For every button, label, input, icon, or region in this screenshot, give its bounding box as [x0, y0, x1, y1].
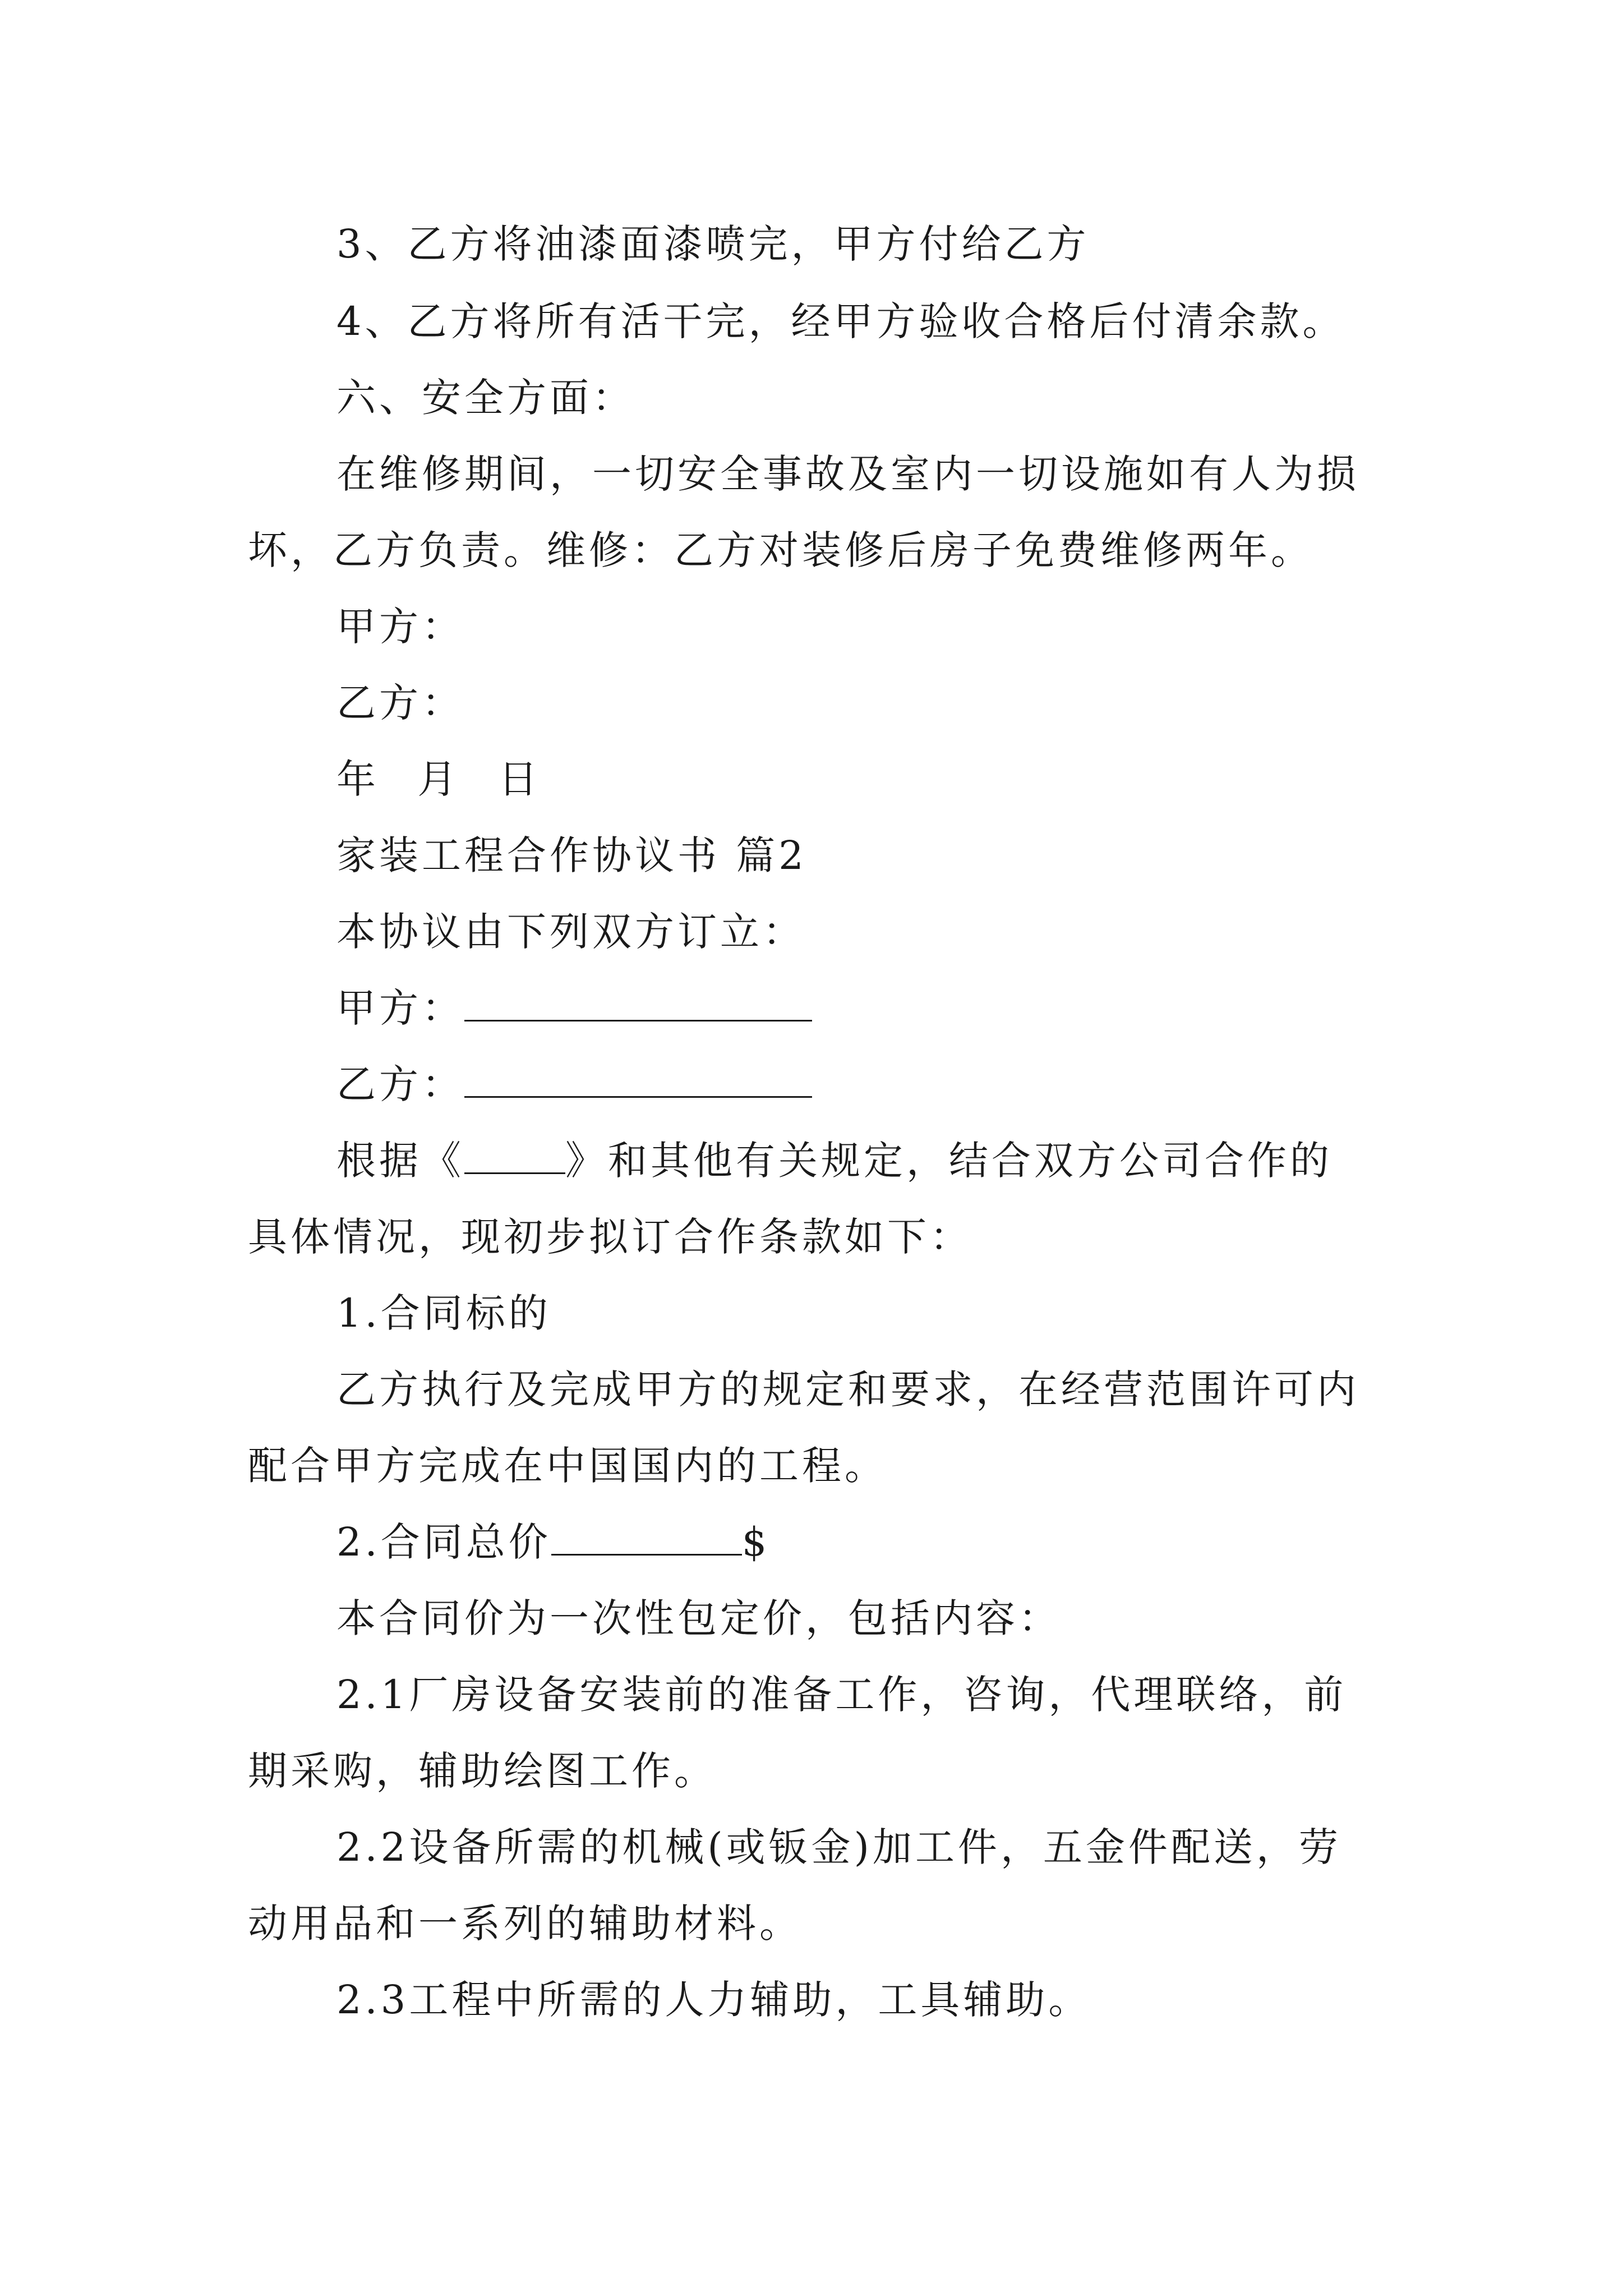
- party-b-label: 乙方：: [336, 1061, 464, 1107]
- party-a-blank: [464, 986, 812, 1022]
- signature-party-a: 甲方：: [336, 604, 464, 650]
- party-a-field: [336, 983, 812, 1033]
- party-b-field: [336, 1059, 812, 1110]
- clause-1-text-line-2: 配合甲方完成在中国国内的工程。: [248, 1443, 887, 1489]
- contract-total-blank: [551, 1520, 742, 1556]
- contract-total-label: 2.合同总价: [336, 1519, 551, 1565]
- clause-2-intro: 本合同价为一次性包定价，包括内容：: [336, 1595, 1061, 1641]
- safety-paragraph-line-2: 坏，乙方负责。维修：乙方对装修后房子免费维修两年。: [248, 527, 1313, 573]
- basis-text-start: 根据《: [336, 1138, 464, 1184]
- currency-symbol: $: [741, 1519, 771, 1565]
- section-heading-safety: 六、安全方面：: [336, 375, 635, 421]
- basis-text-end: 》和其他有关规定，结合双方公司合作的: [565, 1138, 1332, 1184]
- clause-2-1-line-1: 2.1厂房设备安装前的准备工作，咨询，代理联络，前: [336, 1672, 1347, 1718]
- clause-1-heading: 1.合同标的: [336, 1290, 551, 1336]
- law-name-blank: [464, 1139, 565, 1174]
- payment-clause-3: 3、乙方将油漆面漆喷完，甲方付给乙方: [336, 221, 1090, 267]
- payment-clause-4: 4、乙方将所有活干完，经甲方验收合格后付清余款。: [336, 298, 1345, 344]
- clause-2-2-line-2: 动用品和一系列的辅助材料。: [248, 1901, 802, 1947]
- safety-paragraph-line-1: 在维修期间，一切安全事故及室内一切设施如有人为损: [336, 451, 1359, 497]
- clause-2-heading: [336, 1517, 770, 1567]
- signature-date: 年 月 日: [336, 756, 541, 802]
- clause-2-1-line-2: 期采购，辅助绘图工作。: [248, 1748, 717, 1794]
- basis-paragraph-line-1: [336, 1135, 1332, 1186]
- party-a-label: 甲方：: [336, 985, 464, 1031]
- clause-1-text-line-1: 乙方执行及完成甲方的规定和要求，在经营范围许可内: [336, 1366, 1359, 1412]
- party-b-blank: [464, 1062, 812, 1098]
- agreement-intro: 本协议由下列双方订立：: [336, 909, 805, 955]
- signature-party-b: 乙方：: [336, 680, 464, 726]
- basis-paragraph-line-2: 具体情况，现初步拟订合作条款如下：: [248, 1214, 972, 1260]
- clause-2-2-line-1: 2.2设备所需的机械(或钣金)加工件，五金件配送，劳: [336, 1824, 1341, 1870]
- agreement-title-part-2: 家装工程合作协议书 篇2: [336, 832, 807, 878]
- clause-2-3: 2.3工程中所需的人力辅助，工具辅助。: [336, 1977, 1091, 2023]
